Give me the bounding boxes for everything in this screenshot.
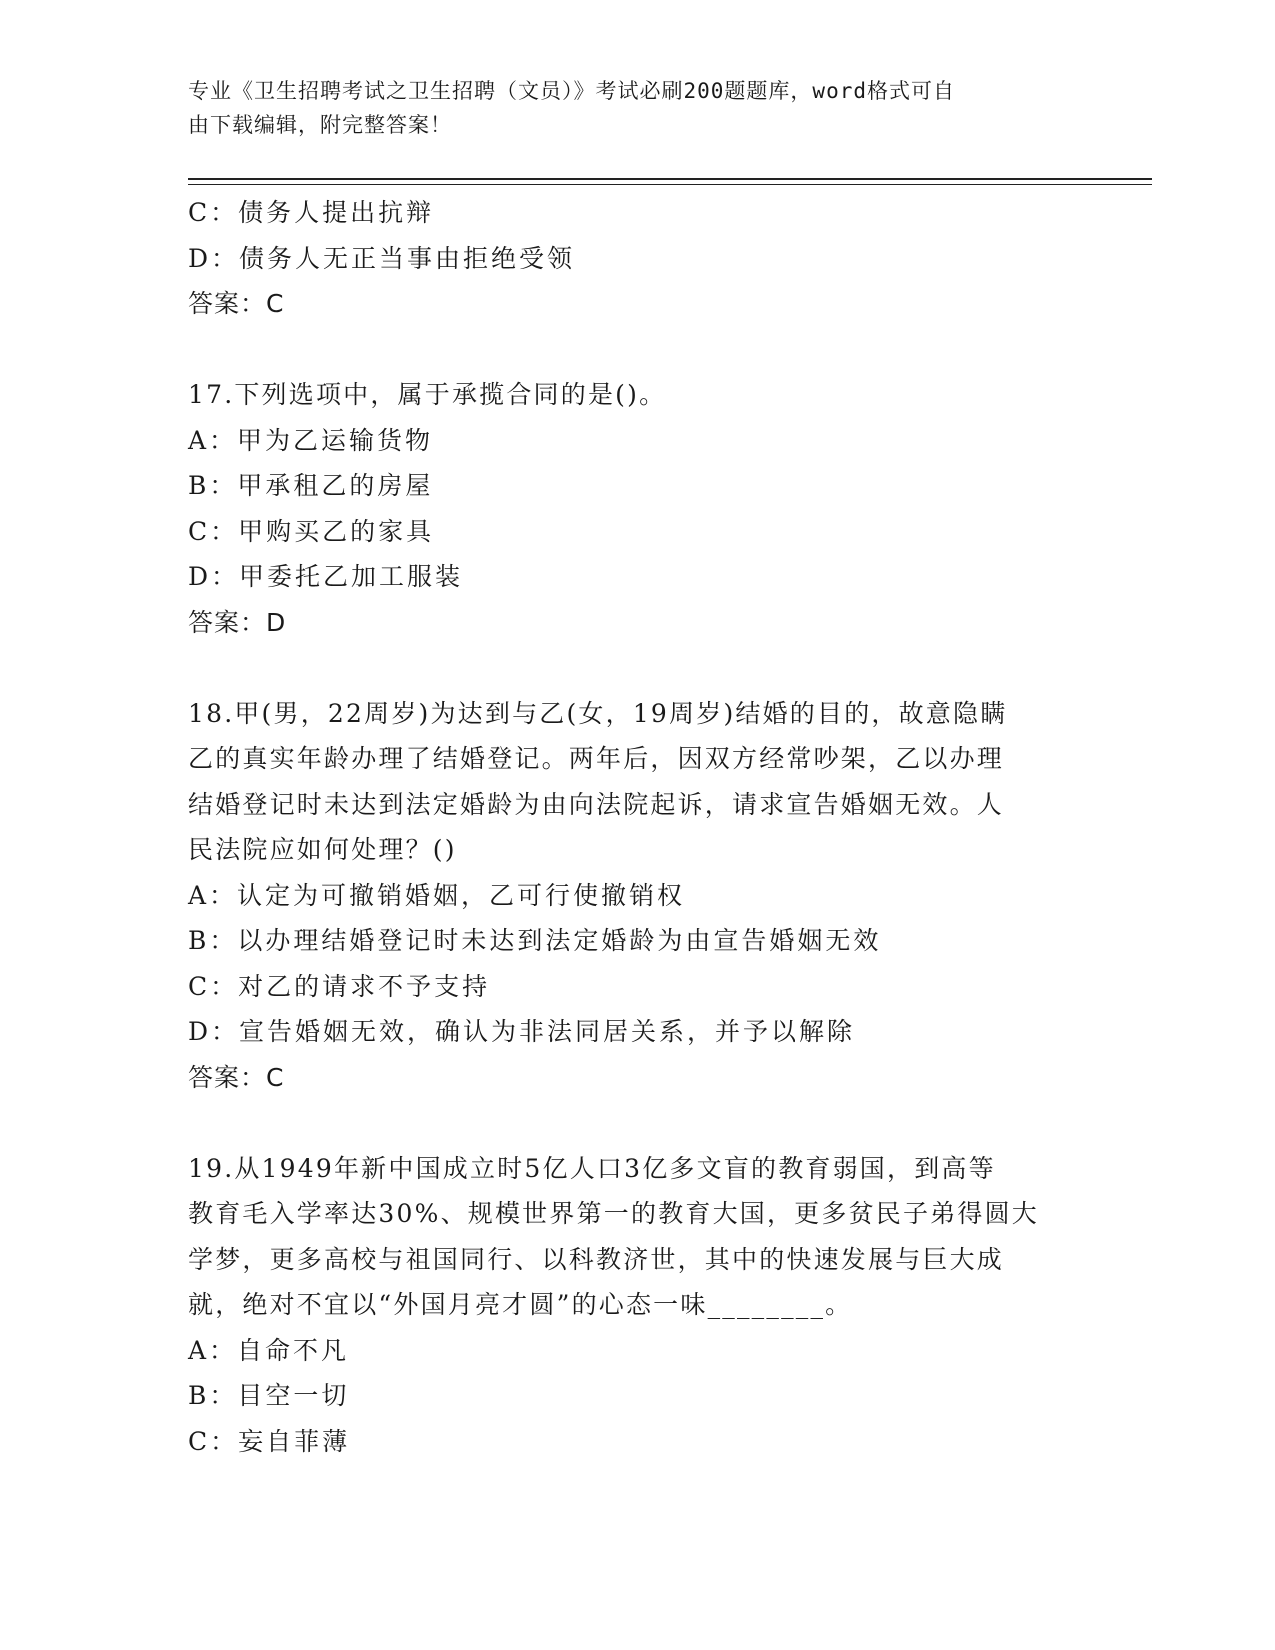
option-c: C：对乙的请求不予支持 <box>188 971 491 1001</box>
header-divider-thin <box>188 184 1152 185</box>
spacer <box>188 1100 1088 1146</box>
header-line-2: 由下载编辑，附完整答案！ <box>188 113 452 137</box>
stem-line: 就，绝对不宜以“外国月亮才圆”的心态一味________。 <box>188 1290 853 1319</box>
option-d: D：债务人无正当事由拒绝受领 <box>188 243 576 273</box>
question-stem <box>188 372 1088 418</box>
header-divider-thick <box>188 178 1152 180</box>
answer: 答案：D <box>188 607 287 637</box>
stem-line: 民法院应如何处理？() <box>188 835 457 864</box>
question-16 <box>188 190 1088 327</box>
option-c: C：甲购买乙的家具 <box>188 516 435 546</box>
option-a: A：认定为可撤销婚姻，乙可行使撤销权 <box>188 880 686 910</box>
document-header <box>188 74 1068 142</box>
question-19 <box>188 1146 1088 1465</box>
option-d: D：宣告婚姻无效，确认为非法同居关系，并予以解除 <box>188 1017 856 1046</box>
stem-line: 乙的真实年龄办理了结婚登记。两年后，因双方经常吵架，乙以办理 <box>188 744 1005 773</box>
header-line-1: 专业《卫生招聘考试之卫生招聘（文员）》考试必刷200题题库，word格式可自 <box>188 79 955 103</box>
option-d: D：甲委托乙加工服装 <box>188 562 464 591</box>
stem-line: 教育毛入学率达30%、规模世界第一的教育大国，更多贫民子弟得圆大 <box>188 1199 1039 1228</box>
option-a: A：自命不凡 <box>188 1335 350 1365</box>
option-b: B：以办理结婚登记时未达到法定婚龄为由宣告婚姻无效 <box>188 926 882 955</box>
option-c: C：妄自菲薄 <box>188 1426 351 1456</box>
stem-line: 18.甲(男，22周岁)为达到与乙(女，19周岁)结婚的目的，故意隐瞒 <box>188 698 1008 728</box>
option-c: C：债务人提出抗辩 <box>188 198 435 227</box>
question-17 <box>188 372 1088 645</box>
answer: 答案：C <box>188 289 285 318</box>
question-list <box>188 190 1088 1464</box>
spacer <box>188 645 1088 691</box>
stem-line: 17.下列选项中，属于承揽合同的是()。 <box>188 380 667 409</box>
option-a: A：甲为乙运输货物 <box>188 425 434 455</box>
stem-line: 19.从1949年新中国成立时5亿人口3亿多文盲的教育弱国，到高等 <box>188 1153 996 1183</box>
stem-line: 学梦，更多高校与祖国同行、以科教济世，其中的快速发展与巨大成 <box>188 1244 1005 1274</box>
question-18 <box>188 691 1088 1101</box>
question-stem <box>188 691 1088 873</box>
stem-line: 结婚登记时未达到法定婚龄为由向法院起诉，请求宣告婚姻无效。人 <box>188 789 1005 819</box>
option-b: B：目空一切 <box>188 1381 350 1410</box>
option-b: B：甲承租乙的房屋 <box>188 471 434 500</box>
answer: 答案：C <box>188 1062 285 1092</box>
question-stem <box>188 1146 1088 1328</box>
spacer <box>188 327 1088 373</box>
